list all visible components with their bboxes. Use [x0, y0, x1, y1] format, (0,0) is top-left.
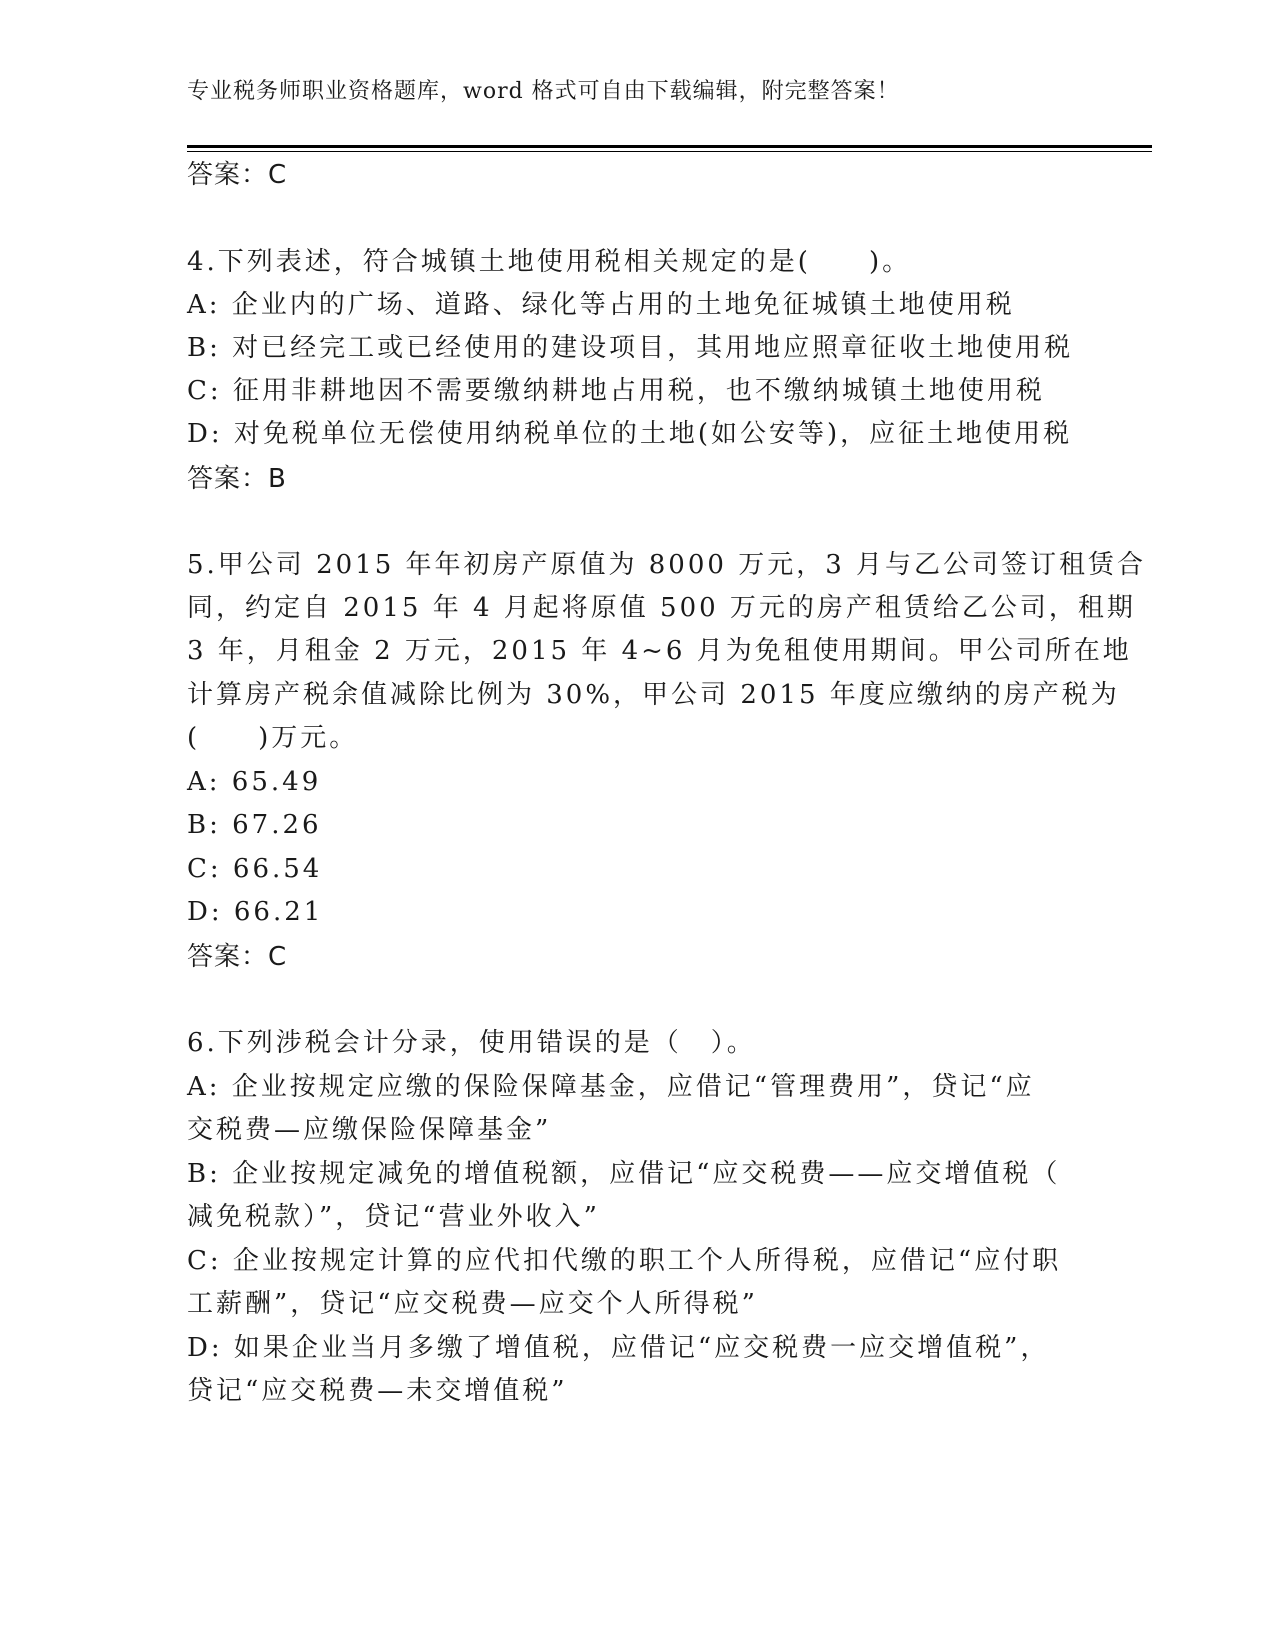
- q5-stem-line: ( )万元。: [187, 723, 359, 753]
- q6-option-line: A: 企业按规定应缴的保险保障基金，应借记“管理费用”，贷记“应: [187, 1072, 1035, 1102]
- q6-option-line: B: 企业按规定减免的增值税额，应借记“应交税费——应交增值税（: [187, 1159, 1061, 1189]
- q5-option-d: D: 66.21: [187, 897, 324, 927]
- q6-option-line: 减免税款）”，贷记“营业外收入”: [187, 1202, 600, 1232]
- q5-stem-line: 计算房产税余值减除比例为 30%，甲公司 2015 年度应缴纳的房产税为: [187, 680, 1120, 710]
- q5-option-c: C: 66.54: [187, 854, 323, 884]
- q5-option-b: B: 67.26: [187, 810, 322, 840]
- q5-stem-line: 同，约定自 2015 年 4 月起将原值 500 万元的房产租赁给乙公司，租期: [187, 593, 1136, 623]
- header-rule-thin: [187, 151, 1152, 152]
- q6-option-line: C: 企业按规定计算的应代扣代缴的职工个人所得税，应借记“应付职: [187, 1246, 1062, 1276]
- answer-q3: 答案：C: [187, 160, 288, 190]
- q4-option-c: C: 征用非耕地因不需要缴纳耕地占用税，也不缴纳城镇土地使用税: [187, 376, 1045, 406]
- q5-option-a: A: 65.49: [187, 767, 322, 797]
- q5-stem-line: 3 年，月租金 2 万元，2015 年 4~6 月为免租使用期间。甲公司所在地: [187, 636, 1132, 666]
- page-header: 专业税务师职业资格题库，word 格式可自由下载编辑，附完整答案！: [187, 79, 900, 104]
- q6-option-line: 交税费—应缴保险保障基金”: [187, 1115, 552, 1145]
- q4-option-d: D: 对免税单位无偿使用纳税单位的土地(如公安等)，应征土地使用税: [187, 419, 1073, 449]
- q6-stem: 6.下列涉税会计分录，使用错误的是（ ）。: [187, 1028, 756, 1058]
- answer-q4: 答案：B: [187, 464, 287, 494]
- header-rule-thick: [187, 145, 1152, 148]
- q5-stem-line: 5.甲公司 2015 年年初房产原值为 8000 万元，3 月与乙公司签订租赁合: [187, 550, 1147, 580]
- q6-option-line: 贷记“应交税费—未交增值税”: [187, 1376, 568, 1406]
- q4-stem: 4.下列表述，符合城镇土地使用税相关规定的是( )。: [187, 247, 912, 277]
- q6-option-line: D: 如果企业当月多缴了增值税，应借记“应交税费一应交增值税”，: [187, 1333, 1050, 1363]
- answer-q5: 答案：C: [187, 942, 288, 972]
- q4-option-b: B: 对已经完工或已经使用的建设项目，其用地应照章征收土地使用税: [187, 333, 1074, 363]
- q4-option-a: A: 企业内的广场、道路、绿化等占用的土地免征城镇土地使用税: [187, 290, 1015, 320]
- q6-option-line: 工薪酬”，贷记“应交税费—应交个人所得税”: [187, 1289, 758, 1319]
